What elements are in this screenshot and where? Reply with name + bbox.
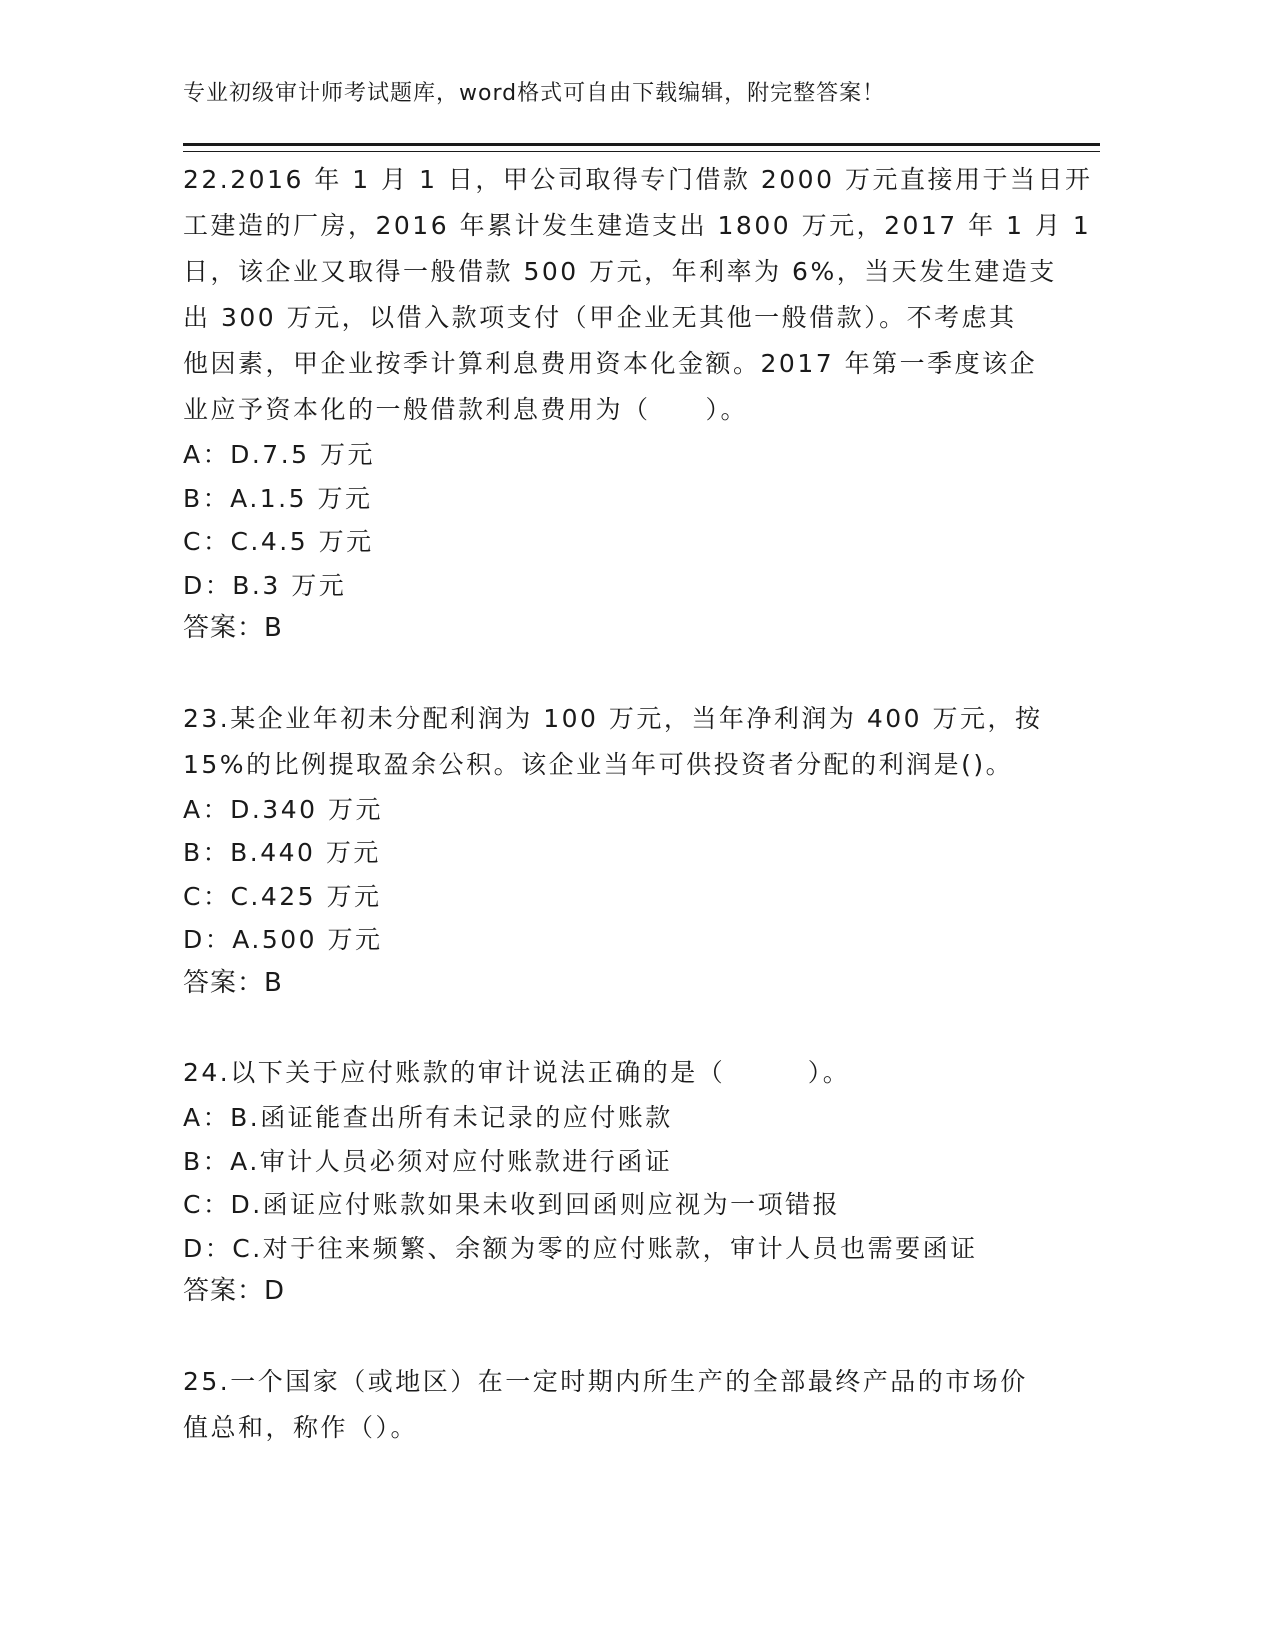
- stem-line: 25.一个国家（或地区）在一定时期内所生产的全部最终产品的市场价: [183, 1366, 1028, 1396]
- option-c: C：D.函证应付账款如果未收到回函则应视为一项错报: [183, 1190, 841, 1219]
- stem-line: 出 300 万元，以借入款项支付（甲企业无其他一般借款）。不考虑其: [183, 303, 1017, 332]
- question-24: [183, 1050, 1063, 1314]
- question-stem: [183, 157, 1093, 433]
- answer: 答案：D: [183, 1276, 286, 1306]
- option-d: D：A.500 万元: [183, 925, 383, 954]
- question-stem: [183, 696, 1063, 788]
- stem-line: 值总和，称作（）。: [183, 1412, 419, 1442]
- question-list: [183, 157, 1093, 1451]
- stem-line: 23.某企业年初未分配利润为 100 万元，当年净利润为 400 万元，按: [183, 703, 1043, 733]
- stem-line: 24.以下关于应付账款的审计说法正确的是（ ）。: [183, 1058, 851, 1087]
- stem-line: 22.2016 年 1 月 1 日，甲公司取得专门借款 2000 万元直接用于当日开: [183, 165, 1093, 194]
- answer: 答案：B: [183, 967, 283, 998]
- answer: 答案：B: [183, 613, 283, 643]
- stem-line: 业应予资本化的一般借款利息费用为（ ）。: [183, 395, 749, 424]
- question-23: [183, 696, 1063, 1006]
- stem-line: 日，该企业又取得一般借款 500 万元，年利率为 6%，当天发生建造支: [183, 257, 1057, 286]
- stem-line: 他因素，甲企业按季计算利息费用资本化金额。2017 年第一季度该企: [183, 349, 1038, 378]
- header-divider-thick: [183, 143, 1100, 146]
- question-stem: [183, 1050, 1063, 1096]
- page-header: 专业初级审计师考试题库，word格式可自由下载编辑，附完整答案！: [183, 81, 886, 106]
- option-a: A：D.7.5 万元: [183, 440, 376, 469]
- option-d: D：B.3 万元: [183, 570, 347, 600]
- stem-line: 15%的比例提取盈余公积。该企业当年可供投资者分配的利润是()。: [183, 749, 1014, 779]
- option-b: B：A.1.5 万元: [183, 483, 373, 513]
- stem-line: 工建造的厂房，2016 年累计发生建造支出 1800 万元，2017 年 1 月 1: [183, 211, 1092, 240]
- question-22: [183, 157, 1093, 651]
- question-stem: [183, 1359, 1063, 1451]
- option-a: A：D.340 万元: [183, 794, 383, 824]
- option-b: B：B.440 万元: [183, 838, 381, 867]
- option-a: A：B.函证能查出所有未记录的应付账款: [183, 1103, 673, 1132]
- option-c: C：C.425 万元: [183, 881, 382, 911]
- question-25: [183, 1359, 1063, 1451]
- option-d: D：C.对于往来频繁、余额为零的应付账款，审计人员也需要函证: [183, 1233, 978, 1263]
- option-b: B：A.审计人员必须对应付账款进行函证: [183, 1146, 673, 1176]
- header-divider-thin: [183, 151, 1100, 152]
- option-c: C：C.4.5 万元: [183, 527, 374, 556]
